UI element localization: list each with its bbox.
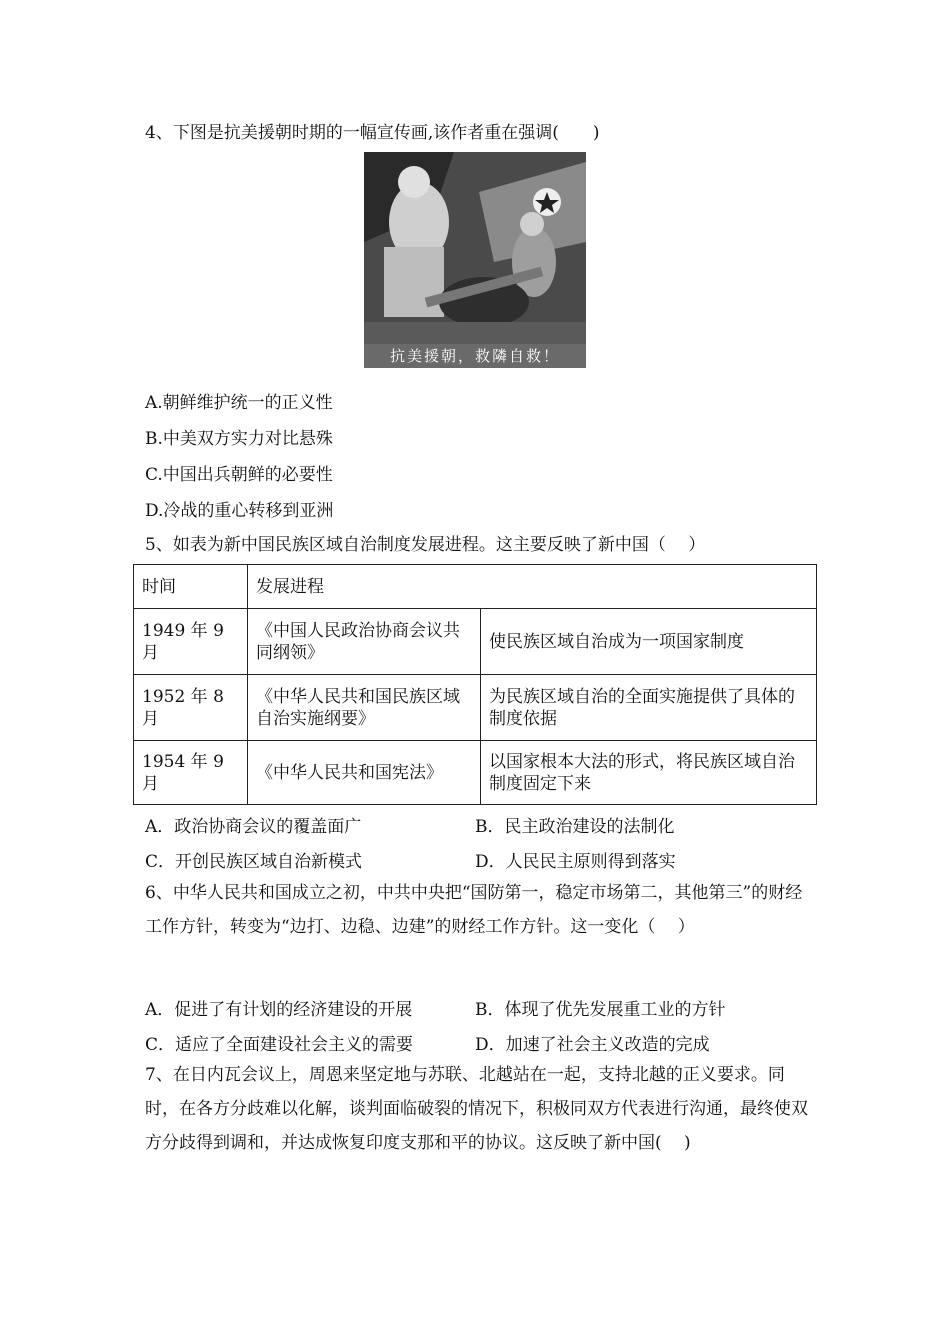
question-6-stem: 6、中华人民共和国成立之初，中共中央把“国防第一，稳定市场第二，其他第三”的财经工作方针，转变为“边打、边稳、边建”的财经工作方针。这一变化（ ） (145, 883, 803, 937)
q6-option-a[interactable]: A．促进了有计划的经济建设的开展 (145, 1000, 413, 1020)
q5-option-b[interactable]: B．民主政治建设的法制化 (475, 817, 675, 837)
table-row (134, 609, 817, 675)
q4-option-b[interactable]: B.中美双方实力对比悬殊 (145, 429, 333, 449)
cell-document: 《中华人民共和国宪法》 (248, 741, 481, 805)
poster-illustration-icon (364, 152, 586, 368)
q4-option-c[interactable]: C.中国出兵朝鲜的必要性 (145, 465, 333, 485)
q5-option-a[interactable]: A．政治协商会议的覆盖面广 (145, 817, 362, 837)
cell-time: 1949 年 9 月 (134, 609, 248, 675)
q5-option-d[interactable]: D．人民民主原则得到落实 (475, 852, 676, 872)
table-row (134, 675, 817, 741)
cell-effect: 使民族区域自治成为一项国家制度 (481, 609, 817, 675)
q4-option-a[interactable]: A.朝鲜维护统一的正义性 (145, 393, 333, 413)
header-progress: 发展进程 (248, 565, 817, 609)
q6-option-c[interactable]: C．适应了全面建设社会主义的需要 (145, 1035, 414, 1055)
cell-time: 1952 年 8 月 (134, 675, 248, 741)
question-4-stem: 4、下图是抗美援朝时期的一幅宣传画,该作者重在强调( ) (145, 123, 600, 143)
cell-effect: 为民族区域自治的全面实施提供了具体的制度依据 (481, 675, 817, 741)
cell-effect: 以国家根本大法的形式，将民族区域自治制度固定下来 (481, 741, 817, 805)
development-table (133, 564, 817, 805)
table-row (134, 741, 817, 805)
table-header-row (134, 565, 817, 609)
propaganda-poster-image (364, 152, 586, 368)
header-time: 时间 (134, 565, 248, 609)
q4-option-d[interactable]: D.冷战的重心转移到亚洲 (145, 501, 334, 521)
cell-time: 1954 年 9 月 (134, 741, 248, 805)
poster-caption: 抗美援朝，救隣自救！ (364, 344, 586, 368)
cell-document: 《中华人民共和国民族区域自治实施纲要》 (248, 675, 481, 741)
q6-option-d[interactable]: D．加速了社会主义改造的完成 (475, 1035, 710, 1055)
q6-option-b[interactable]: B．体现了优先发展重工业的方针 (475, 1000, 726, 1020)
question-5-stem: 5、如表为新中国民族区域自治制度发展进程。这主要反映了新中国（ ） (145, 535, 706, 555)
q5-option-c[interactable]: C．开创民族区域自治新模式 (145, 852, 363, 872)
question-7-stem: 7、在日内瓦会议上，周恩来坚定地与苏联、北越站在一起，支持北越的正义要求。同时，在各方分歧难以化解，谈判面临破裂的情况下，积极同双方代表进行沟通，最终使双方分歧得到调和，并达成恢复印度支那和平的协议。这反映了新中国( ) (145, 1065, 808, 1153)
cell-document: 《中国人民政治协商会议共同纲领》 (248, 609, 481, 675)
